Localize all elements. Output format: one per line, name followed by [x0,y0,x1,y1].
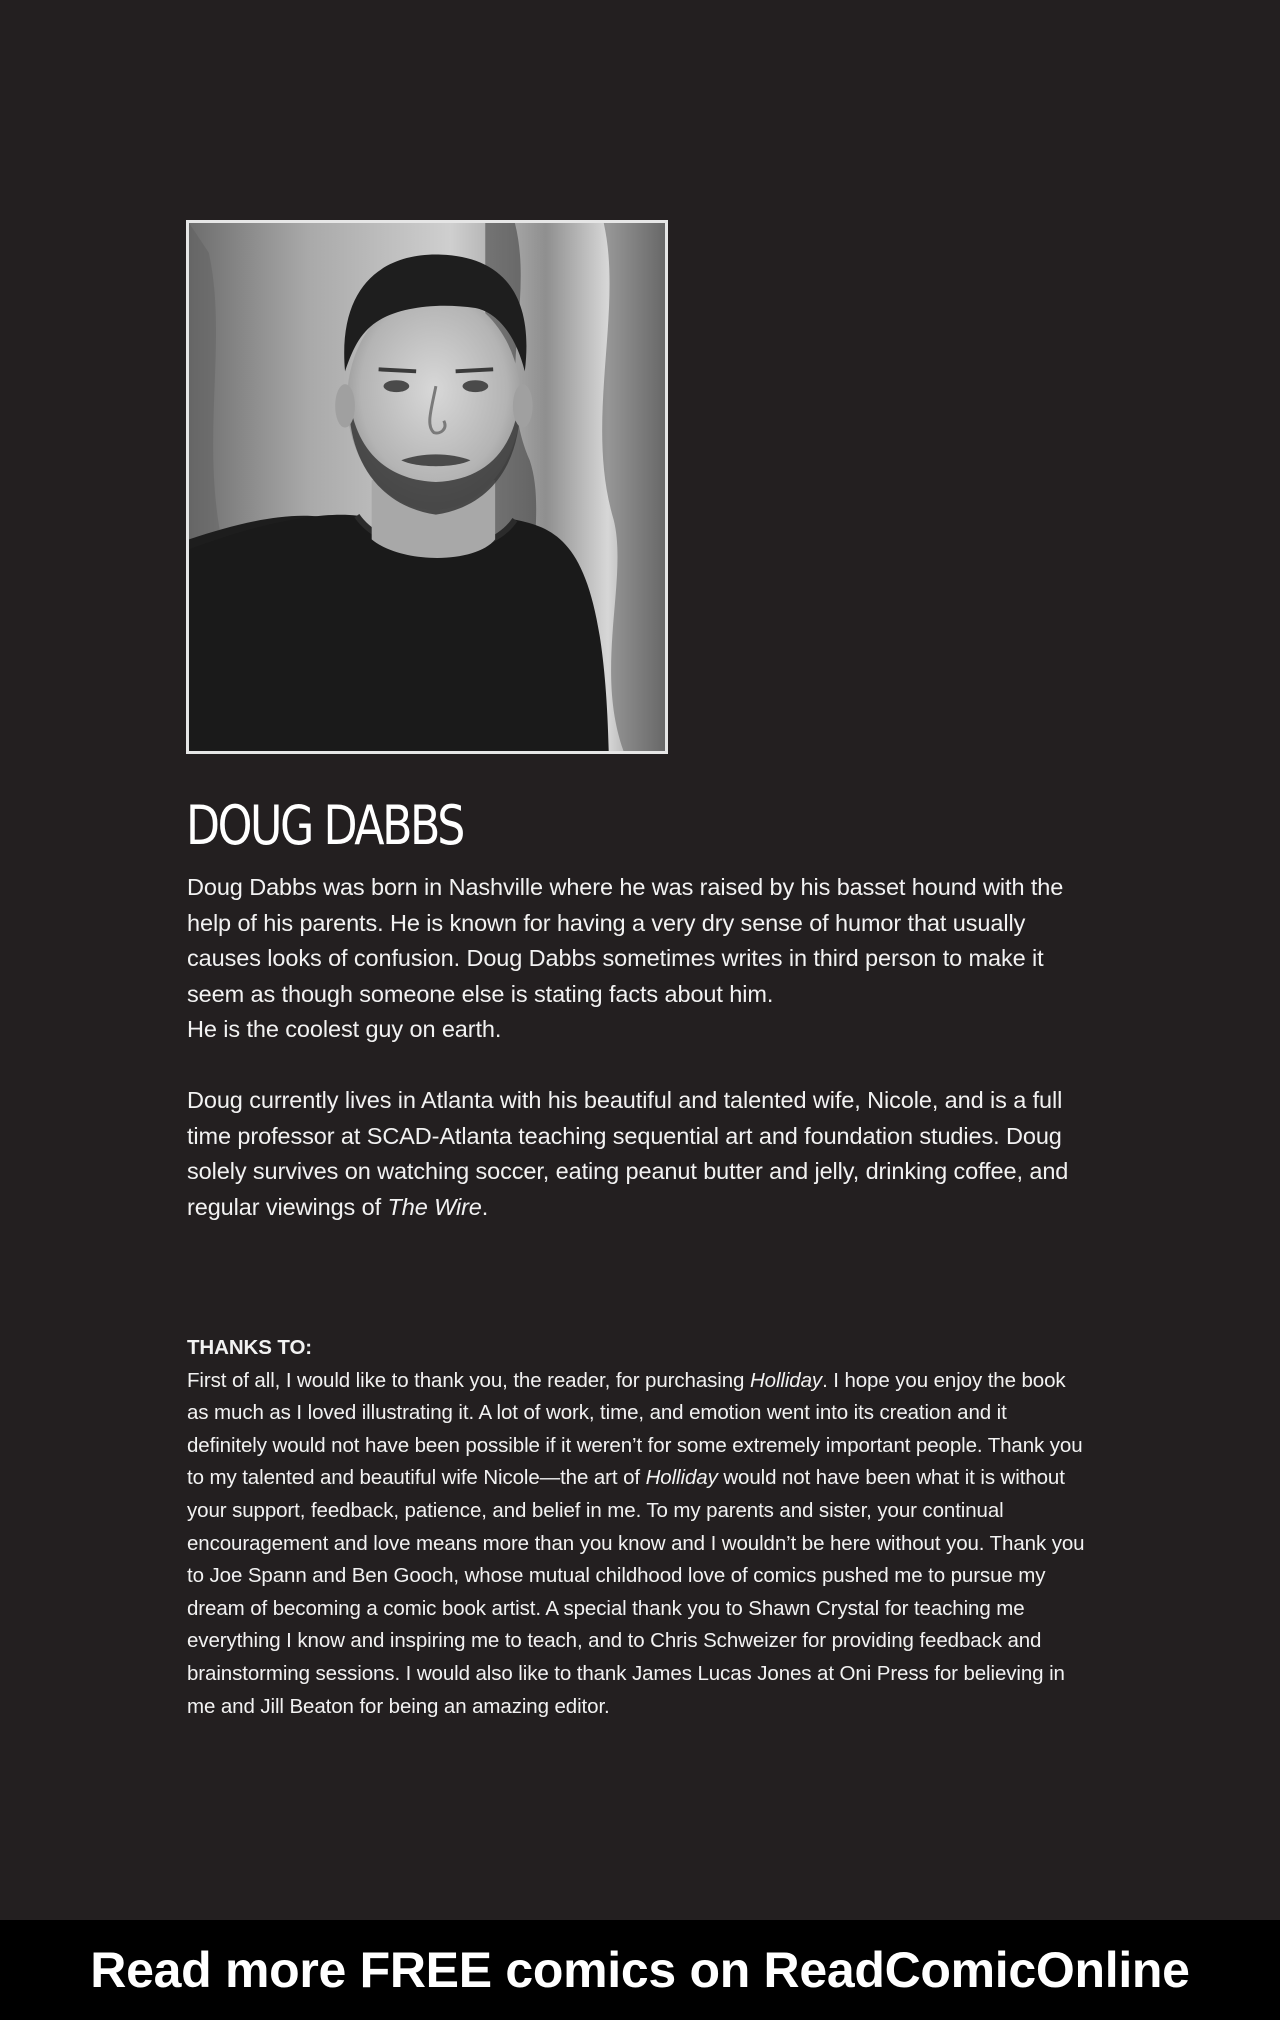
promo-banner-text[interactable]: Read more FREE comics on ReadComicOnline [90,1942,1190,1998]
author-bio [187,870,1087,1261]
thanks-body [187,1365,1087,1724]
thanks-heading: THANKS TO: [187,1336,313,1359]
author-name: DOUG DABBS [186,794,463,857]
promo-banner[interactable] [0,1920,1280,2020]
bio-paragraph-1-last-line: He is the coolest guy on earth. [187,1016,502,1042]
bio-show-title: The Wire [387,1193,482,1220]
thanks-book-title-1: Holliday [749,1368,823,1392]
thanks-section [187,1332,1087,1723]
author-portrait-photo [186,220,668,754]
thanks-book-title-2: Holliday [645,1466,718,1490]
bio-paragraph-2 [187,1083,1087,1225]
bio-paragraph-2-end: . [481,1193,489,1220]
bio-paragraph-1-text: Doug Dabbs was born in Nashville where he was raised by his basset hound with the help of his parents. He is known for having a very dry sense of humor that usually causes looks of confusion. Doug Dabbs sometimes writes in third person to make it seem as though someone else is stating facts about him. [187,874,1064,1007]
bio-paragraph-2-text: Doug currently lives in Atlanta with his beautiful and talented wife, Nicole, and is a full time professor at SCAD-Atlanta teaching sequential art and foundation studies. Doug solely survives on watching soccer, eating peanut butter and jelly, drinking coffee, and regular viewings of [187,1087,1069,1220]
thanks-text-2: . I hope you enjoy the book as much as I loved illustrating it. A lot of work, time, and emotion went into its creation and it definitely would not have been possible if it weren’t for some extremely important people. Thank you to my talented and beautiful wife Nicole—the art of [187,1368,1083,1490]
bio-paragraph-1 [187,870,1087,1048]
thanks-text-1: First of all, I would like to thank you, the reader, for purchasing [187,1368,750,1392]
thanks-text-3: would not have been what it is without your support, feedback, patience, and belief in me. To my parents and sister, your continual encouragement and love means more than you know and I wouldn’t be here without you. Thank you to Joe Spann and Ben Gooch, whose mutual childhood love of comics pushed me to pursue my dream of becoming a comic book artist. A special thank you to Shawn Crystal for teaching me everything I know and inspiring me to teach, and to Chris Schweizer for providing feedback and brainstorming sessions. I would also like to thank James Lucas Jones at Oni Press for believing in me and Jill Beaton for being an amazing editor. [187,1466,1085,1718]
